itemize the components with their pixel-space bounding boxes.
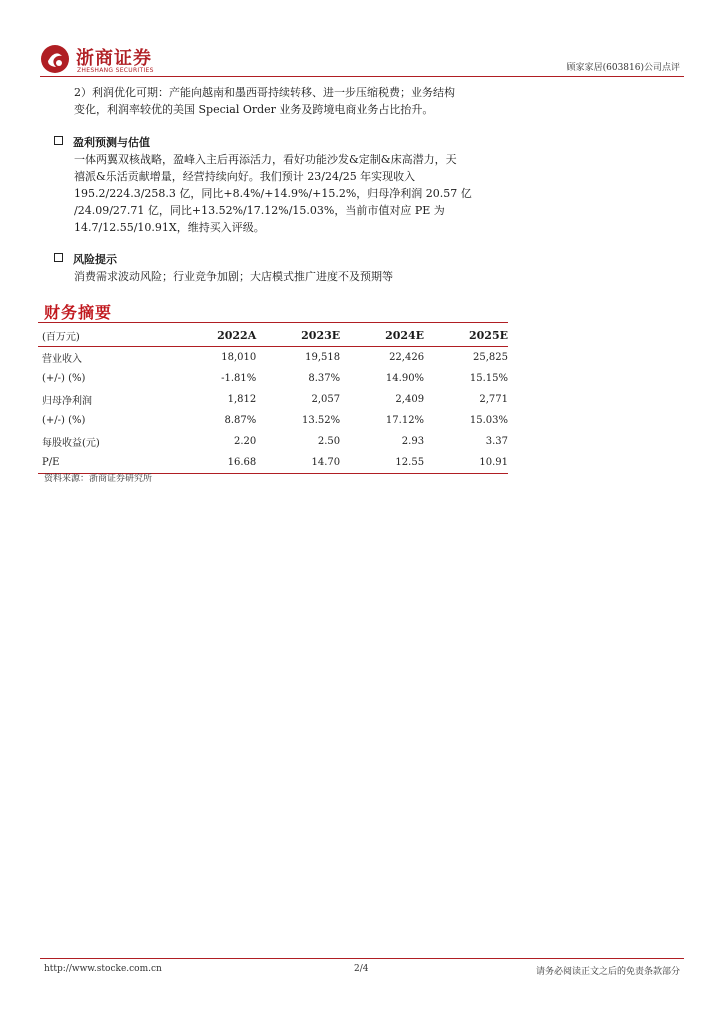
financial-summary-title: 财务摘要 (44, 303, 113, 322)
table-cell: 2.93 (401, 436, 425, 447)
column-header: 2022A (217, 328, 257, 342)
table-cell: 25,825 (473, 352, 508, 363)
table-cell: 3.37 (485, 436, 508, 447)
square-bullet-icon (54, 253, 63, 262)
table-cell: 18,010 (221, 352, 257, 363)
forecast-line-3: 195.2/224.3/258.3 亿，同比+8.4%/+14.9%/+15.2%，归母净利润 20.57 亿 (74, 187, 472, 200)
table-cell: 10.91 (479, 457, 508, 468)
unit-label: (百万元) (42, 331, 80, 343)
row-label: 每股收益(元) (42, 438, 100, 449)
company-logo (40, 44, 160, 78)
forecast-title: 盈利预测与估值 (73, 136, 150, 149)
row-label: (+/-) (%) (42, 415, 86, 426)
table-cell: 13.52% (302, 415, 341, 426)
logo-english-name: ZHESHANG SECURITIES (77, 67, 154, 74)
financial-summary-table (38, 324, 508, 474)
table-cell: 2,771 (479, 394, 508, 405)
square-bullet-icon (54, 136, 63, 145)
table-cell: 14.90% (385, 373, 425, 384)
table-source-note: 资料来源：浙商证券研究所 (44, 474, 153, 484)
table-cell: 8.37% (308, 373, 341, 384)
table-cell: 17.12% (385, 415, 425, 426)
risk-paragraph: 消费需求波动风险；行业竞争加剧；大店模式推广进度不及预期等 (74, 270, 393, 283)
table-cell: 15.15% (469, 373, 508, 384)
forecast-line-5: 14.7/12.55/10.91X，维持买入评级。 (74, 221, 265, 234)
table-cell: 15.03% (469, 415, 508, 426)
table-row (38, 347, 508, 369)
table-cell: 16.68 (227, 457, 257, 468)
table-row (38, 368, 508, 389)
intro-line-1: 2）利润优化可期：产能向越南和墨西哥持续转移、进一步压缩税费；业务结构 (74, 86, 455, 99)
table-cell: 8.87% (224, 415, 257, 426)
table-cell: 14.70 (311, 457, 341, 468)
column-header: 2023E (301, 328, 341, 342)
footer-divider (40, 958, 684, 959)
logo-chinese-name: 浙商证券 (76, 48, 152, 69)
table-cell: 12.55 (395, 457, 425, 468)
table-cell: 1,812 (227, 394, 257, 405)
forecast-line-2: 禧派&乐活贡献增量，经营持续向好。我们预计 23/24/25 年实现收入 (74, 170, 416, 183)
page-header (0, 0, 724, 80)
table-cell: 2.20 (233, 436, 257, 447)
forecast-heading (54, 134, 514, 151)
row-label: P/E (42, 457, 60, 468)
table-row (38, 389, 508, 410)
table-cell: 2,057 (311, 394, 341, 405)
table-cell: 2.50 (317, 436, 341, 447)
footer-disclaimer: 请务必阅读正文之后的免责条款部分 (535, 967, 680, 977)
forecast-paragraph (74, 151, 506, 236)
column-header: 2024E (385, 328, 425, 342)
intro-paragraph (74, 84, 506, 118)
table-cell: 22,426 (389, 352, 425, 363)
table-cell: 19,518 (305, 352, 341, 363)
table-cell: -1.81% (221, 373, 257, 384)
risk-title: 风险提示 (73, 253, 117, 266)
row-label: 归母净利润 (42, 396, 92, 407)
table-header-row (38, 324, 508, 347)
table-top-rule (38, 322, 508, 323)
logo-mark-icon (40, 44, 70, 74)
report-tag: 顾家家居(603816)公司点评 (566, 63, 680, 73)
table-row (38, 410, 508, 431)
header-divider (40, 76, 684, 77)
row-label: (+/-) (%) (42, 373, 86, 384)
intro-line-2: 变化，利润率较优的美国 Special Order 业务及跨境电商业务占比抬升。 (74, 103, 434, 116)
column-header: 2025E (469, 328, 508, 342)
risk-heading (54, 251, 514, 268)
forecast-line-4: /24.09/27.71 亿，同比+13.52%/17.12%/15.03%，当前市值对应 PE 为 (74, 204, 445, 217)
table-cell: 2,409 (395, 394, 425, 405)
forecast-line-1: 一体两翼双核战略，盈峰入主后再添活力，看好功能沙发&定制&床高潜力，天 (74, 153, 457, 166)
row-label: 营业收入 (42, 354, 82, 365)
table-row (38, 431, 508, 452)
page-number: 2/4 (354, 964, 369, 974)
footer-url-link[interactable]: http://www.stocke.com.cn (44, 964, 162, 974)
